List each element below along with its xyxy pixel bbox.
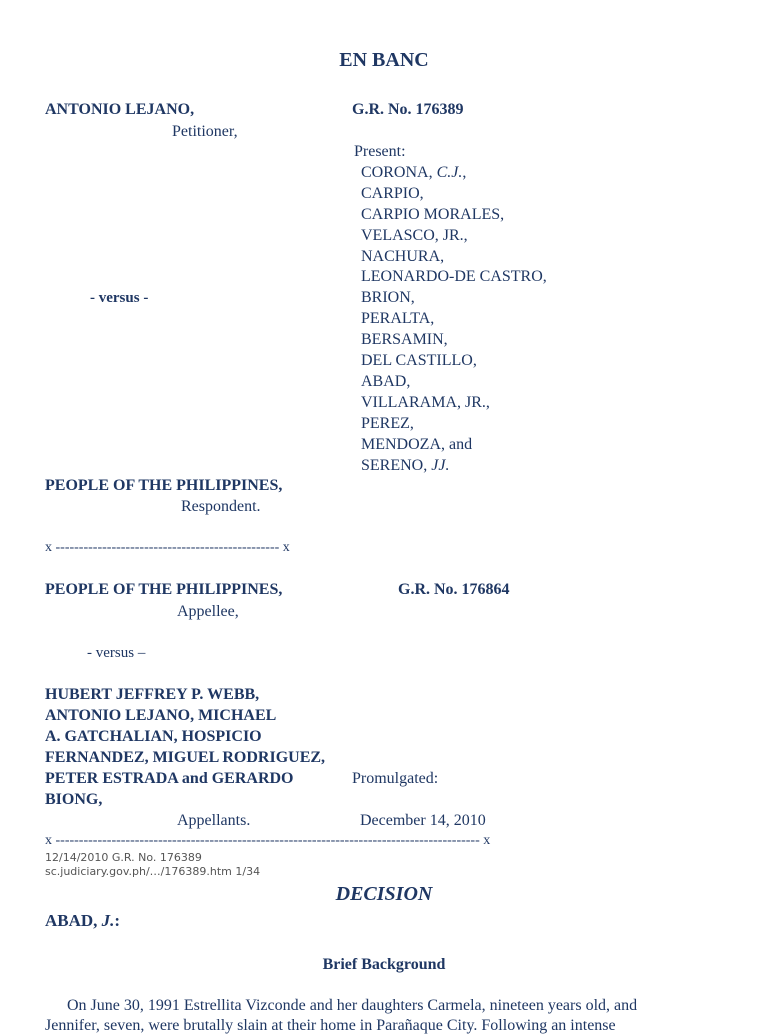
division-heading: EN BANC (339, 49, 429, 71)
justice-item: CARPIO, (361, 185, 424, 202)
justice-item: PEREZ, (361, 415, 414, 432)
justice-item: CORONA, C.J., (361, 164, 467, 181)
petitioner-name: ANTONIO LEJANO, (45, 101, 195, 118)
paragraph-line: Jennifer, seven, were brutally slain at their home in Parañaque City. Following an intense (45, 1017, 616, 1034)
justice-item: VILLARAMA, JR., (361, 394, 490, 411)
gr-number-2: G.R. No. 176864 (398, 581, 510, 598)
appellee-name: PEOPLE OF THE PHILIPPINES, (45, 581, 283, 598)
justice-item: BRION, (361, 289, 415, 306)
justice-item: BERSAMIN, (361, 331, 448, 348)
ponente: ABAD, J.: (45, 911, 121, 930)
justice-item: NACHURA, (361, 248, 445, 265)
separator-2: x ------------------------------------------------------------------------------------------- x (45, 833, 491, 848)
appellants-line: PETER ESTRADA and GERARDO (45, 770, 294, 787)
present-label: Present: (354, 143, 406, 160)
justice-item: SERENO, JJ. (361, 457, 450, 474)
separator-1: x ------------------------------------------------ x (45, 540, 290, 555)
decision-title: DECISION (335, 883, 433, 905)
appellee-role: Appellee, (177, 603, 239, 620)
appellants-line: ANTONIO LEJANO, MICHAEL (45, 707, 277, 724)
paragraph-line: On June 30, 1991 Estrellita Vizconde and her daughters Carmela, nineteen years old, and (67, 997, 638, 1014)
appellants-line: FERNANDEZ, MIGUEL RODRIGUEZ, (45, 749, 326, 766)
petitioner-role: Petitioner, (172, 123, 238, 140)
promulgation-date: December 14, 2010 (360, 812, 486, 829)
respondent-name: PEOPLE OF THE PHILIPPINES, (45, 477, 283, 494)
versus-1: - versus - (90, 290, 149, 306)
print-meta-line1: 12/14/2010 G.R. No. 176389 (45, 851, 202, 864)
justice-item: VELASCO, JR., (361, 227, 468, 244)
appellants-line: HUBERT JEFFREY P. WEBB, (45, 686, 260, 703)
versus-2: - versus – (87, 645, 146, 661)
justice-item: DEL CASTILLO, (361, 352, 477, 369)
justice-item: MENDOZA, and (361, 436, 473, 453)
justice-item: CARPIO MORALES, (361, 206, 505, 223)
appellants-line: BIONG, (45, 791, 103, 808)
justice-item: LEONARDO-DE CASTRO, (361, 268, 547, 285)
justice-item: PERALTA, (361, 310, 435, 327)
promulgated-label: Promulgated: (352, 770, 439, 787)
print-meta-line2: sc.judiciary.gov.ph/…/176389.htm 1/34 (45, 865, 261, 878)
appellants-role: Appellants. (177, 812, 251, 829)
justice-item: ABAD, (361, 373, 411, 390)
respondent-role: Respondent. (181, 498, 261, 515)
gr-number-1: G.R. No. 176389 (352, 101, 464, 118)
section-heading: Brief Background (322, 956, 446, 973)
appellants-line: A. GATCHALIAN, HOSPICIO (45, 728, 262, 745)
